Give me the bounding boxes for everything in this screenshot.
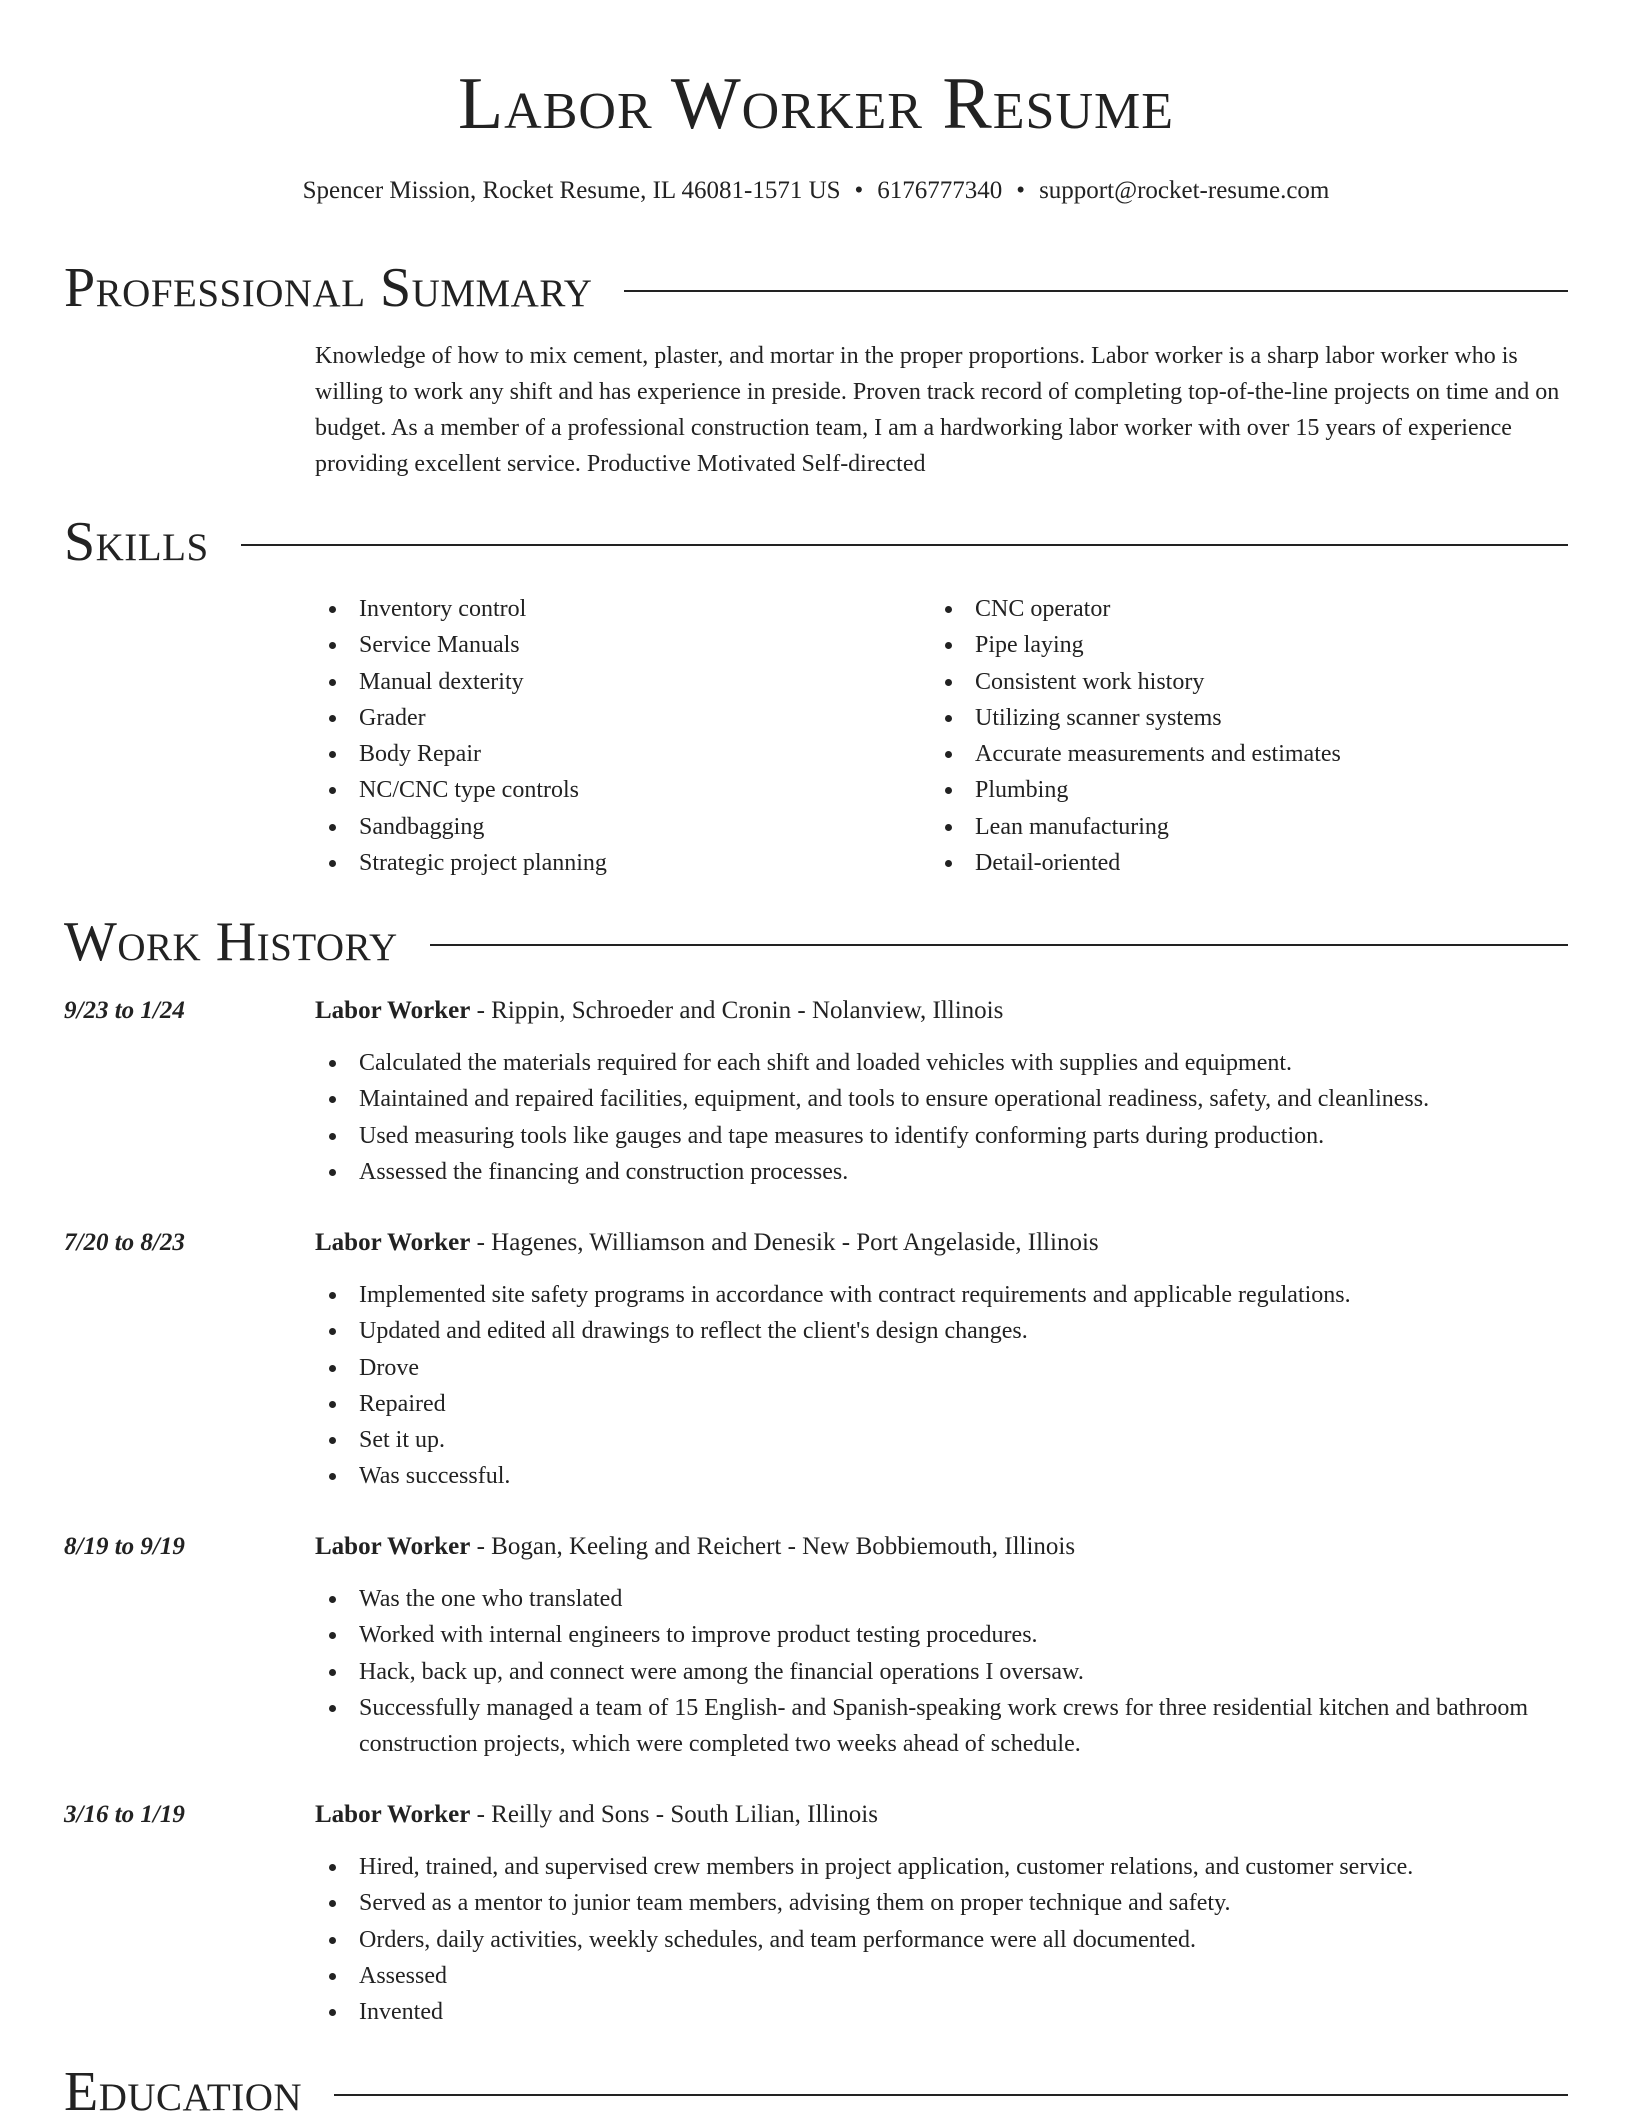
job-dates: 7/20 to 8/23 <box>64 1229 185 1256</box>
job-dates: 8/19 to 9/19 <box>64 1533 185 1560</box>
job-bullet: Was the one who translated <box>315 1581 1568 1617</box>
section-divider <box>430 944 1568 946</box>
job-title: Labor Worker <box>315 997 471 1024</box>
job-bullet: Drove <box>315 1350 1568 1386</box>
job-title: Labor Worker <box>315 1533 471 1560</box>
job-bullet: Used measuring tools like gauges and tape measures to identify conforming parts during production. <box>315 1118 1568 1154</box>
skill-item: Accurate measurements and estimates <box>931 736 1551 772</box>
contact-line <box>0 174 1632 208</box>
job-employer-location: - Reilly and Sons - South Lilian, Illinois <box>470 1801 878 1828</box>
job-bullet: Hired, trained, and supervised crew members in project application, customer relations, and customer service. <box>315 1849 1568 1885</box>
job-bullet: Updated and edited all drawings to reflect the client's design changes. <box>315 1313 1568 1349</box>
job-employer-location: - Bogan, Keeling and Reichert - New Bobbiemouth, Illinois <box>470 1533 1076 1560</box>
skill-item: Service Manuals <box>315 627 875 663</box>
skills-heading: Skills <box>64 511 209 573</box>
job-bullet: Assessed the financing and construction processes. <box>315 1154 1568 1190</box>
skill-item: Strategic project planning <box>315 845 875 881</box>
job-bullets <box>315 1581 1568 1762</box>
job-bullet: Orders, daily activities, weekly schedules, and team performance were all documented. <box>315 1922 1568 1958</box>
job-bullet: Invented <box>315 1994 1568 2030</box>
contact-address: Spencer Mission, Rocket Resume, IL 46081-1571 US <box>302 177 841 204</box>
job-employer-location: - Rippin, Schroeder and Cronin - Nolanview, Illinois <box>470 997 1004 1024</box>
skill-item: Grader <box>315 700 875 736</box>
work-history-section-header <box>64 910 1568 974</box>
resume-title: Labor Worker Resume <box>457 63 1174 145</box>
skill-item: Consistent work history <box>931 664 1551 700</box>
skill-item: Utilizing scanner systems <box>931 700 1551 736</box>
skill-item: Pipe laying <box>931 627 1551 663</box>
job-bullet: Successfully managed a team of 15 English- and Spanish-speaking work crews for three residential kitchen and bathroom construction projects, which were completed two weeks ahead of schedule. <box>315 1690 1568 1763</box>
skill-item: Inventory control <box>315 591 875 627</box>
education-section-header <box>64 2060 1568 2124</box>
job-bullet: Worked with internal engineers to improve product testing procedures. <box>315 1617 1568 1653</box>
job-dates: 9/23 to 1/24 <box>64 997 185 1024</box>
job-header <box>315 1530 1568 1564</box>
education-heading: Education <box>64 2061 303 2123</box>
job-bullet: Set it up. <box>315 1422 1568 1458</box>
job-bullet: Hack, back up, and connect were among the financial operations I oversaw. <box>315 1654 1568 1690</box>
job-title: Labor Worker <box>315 1801 471 1828</box>
section-divider <box>624 290 1568 292</box>
job-employer-location: - Hagenes, Williamson and Denesik - Port Angelaside, Illinois <box>470 1229 1099 1256</box>
skills-list-left <box>315 591 875 881</box>
summary-text: Knowledge of how to mix cement, plaster, and mortar in the proper proportions. Labor worker is a sharp labor worker who is willing to work any shift and has experience in preside. Proven track record of completing top-of-the-line projects on time and on budget. As a member of a professional construction team, I am a hardworking labor worker with over 15 years of experience providing excellent service. Productive Motivated Self-directed <box>315 343 1560 477</box>
contact-separator: • <box>1016 177 1026 204</box>
job-title: Labor Worker <box>315 1229 471 1256</box>
skill-item: Detail-oriented <box>931 845 1551 881</box>
contact-phone: 6176777340 <box>877 177 1003 204</box>
job-bullets <box>315 1045 1568 1190</box>
skills-list-right <box>931 591 1551 881</box>
job-bullet: Was successful. <box>315 1458 1568 1494</box>
job-bullets <box>315 1849 1568 2030</box>
job-bullet: Maintained and repaired facilities, equipment, and tools to ensure operational readiness, safety, and cleanliness. <box>315 1081 1568 1117</box>
summary-section-header <box>64 256 1568 320</box>
job-bullet: Served as a mentor to junior team members, advising them on proper technique and safety. <box>315 1885 1568 1921</box>
job-bullets <box>315 1277 1568 1495</box>
skills-section-header <box>64 510 1568 574</box>
job-dates: 3/16 to 1/19 <box>64 1801 185 1828</box>
section-divider <box>241 544 1568 546</box>
section-divider <box>334 2094 1568 2096</box>
job-header <box>315 1798 1568 1832</box>
skill-item: Plumbing <box>931 772 1551 808</box>
work-history-heading: Work History <box>64 911 398 973</box>
job-bullet: Calculated the materials required for each shift and loaded vehicles with supplies and equipment. <box>315 1045 1568 1081</box>
job-bullet: Assessed <box>315 1958 1568 1994</box>
skill-item: Body Repair <box>315 736 875 772</box>
contact-separator: • <box>854 177 864 204</box>
skill-item: NC/CNC type controls <box>315 772 875 808</box>
job-header <box>315 1226 1568 1260</box>
job-header <box>315 994 1568 1028</box>
job-bullet: Implemented site safety programs in accordance with contract requirements and applicable regulations. <box>315 1277 1568 1313</box>
skill-item: Sandbagging <box>315 809 875 845</box>
skill-item: Lean manufacturing <box>931 809 1551 845</box>
summary-heading: Professional Summary <box>64 257 593 319</box>
job-bullet: Repaired <box>315 1386 1568 1422</box>
skill-item: CNC operator <box>931 591 1551 627</box>
contact-email: support@rocket-resume.com <box>1039 177 1330 204</box>
skill-item: Manual dexterity <box>315 664 875 700</box>
